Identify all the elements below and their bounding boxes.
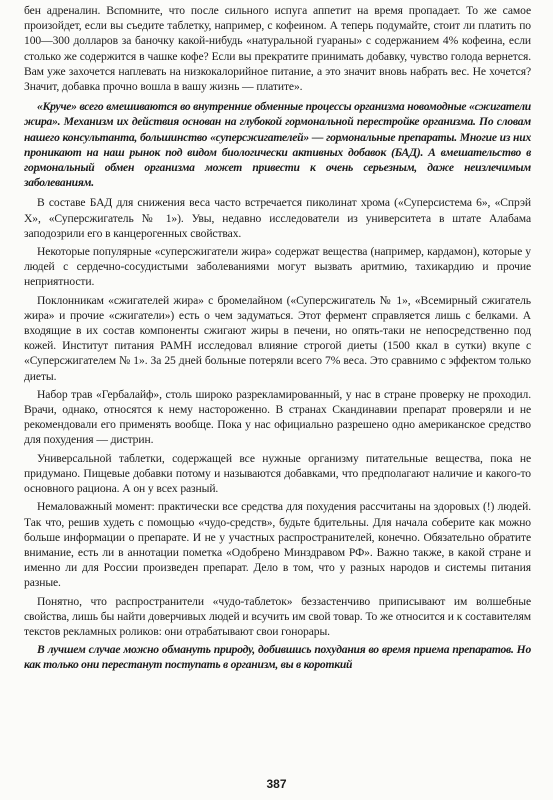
paragraph-chromium-picolinate: В составе БАД для снижения веса часто встречается пиколинат хрома («Суперсистема 6», «Спрэй Х», «Суперсжигатель № 1»). Увы, недавно исследователи из университета в штате Алабама заподозрили его в канцерогенных свойствах. xyxy=(24,196,531,240)
page-number: 387 xyxy=(266,777,287,791)
paragraph-distributors: Понятно, что распространители «чудо-таблеток» беззастенчиво приписывают им волшебные свойства, лишь бы найти доверчивых людей и всучить им свой товар. То же относится и к составителям текстов рекламных роликов: они отрабатывают свои гонорары. xyxy=(24,594,531,638)
paragraph-healthy-people: Немаловажный момент: практически все средства для похудения рассчитаны на здоровых (!) людей. Так что, решив худеть с помощью «чудо-средств», будьте бдительны. Для начала соберите как можно больше информации о препарате. И не у участных распространителей, конечно. Обязательно обратите внимание, есть ли в аннотации пометка «Одобрено Минздравом РФ». Важно также, в какой стране и именно ли для России произведен препарат. Дело в том, что у разных народов и системы питания разные. xyxy=(24,500,531,590)
paragraph-deceive-nature: В лучшем случае можно обмануть природу, добившись похудания во время приема препаратов. Но как только они перестанут поступать в организм, вы в короткий xyxy=(24,643,531,672)
paragraph-cardamom: Некоторые популярные «суперсжигатели жира» содержат вещества (например, кардамон), которые у людей с сердечно-сосудистыми заболеваниями могут вызвать аритмию, тахикардию и прочие неприятности. xyxy=(24,245,531,289)
paragraph-fat-burners-intro: «Круче» всего вмешиваются во внутренние обменные процессы организма новомодные «сжигатели жира». Механизм их действия основан на глубокой гормональной перестройке организма. По словам нашего консультанта, большинство «суперсжигателей» — гормональные препараты. Многие из них проникают на наш рынок под видом биологически активных добавок (БАД). А вмешательство в гормональный обмен организма может привести к очень серьезным, даже неизлечимым заболеваниям. xyxy=(24,100,531,190)
paragraph-universal-pill: Универсальной таблетки, содержащей все нужные организму питательные вещества, пока не придумано. Пищевые добавки потому и называются добавками, что предполагают наличие и какого-то основного рациона. А он у всех разный. xyxy=(24,451,531,496)
paragraph-bromelain: Поклонникам «сжигателей жира» с бромелайном («Суперсжигатель № 1», «Всемирный сжигатель жира» и прочие «сжигатели») есть о чем задуматься. Этот фермент справляется лишь с белками. А входящие в их состав компоненты сжигают жиры в печени, но опять-таки не непосредственно под кожей. Институт питания РАМН исследовал влияние строгой диеты (1500 ккал в сутки) вкупе с «Суперсжигателем № 1». За 25 дней больные потеряли всего 7% веса. Это сравнимо с эффектом только диеты. xyxy=(24,293,531,383)
paragraph-caffeine: бен адреналин. Вспомните, что после сильного испуга аппетит на время пропадает. То же самое произойдет, если вы съедите таблетку, например, с кофеином. А теперь подумайте, стоит ли платить по 100—300 долларов за баночку какой-нибудь «натуральной гуараны» с содержанием 4% кофеина, если столько же содержится в чашке кофе? Если вы прекратите принимать добавку, чувство голода вернется. Вам уже захочется наплевать на низкокалорийное питание, а это значит вновь набрать вес. Не хочется? Значит, добавка прочно вошла в вашу жизнь — платите». xyxy=(24,4,531,94)
paragraph-herbalife: Набор трав «Гербалайф», столь широко разрекламированный, у нас в стране проверку не проходил. Врачи, однако, относятся к нему настороженно. В странах Скандинавии препарат проверяли и не рекомендовали его применять вообще. Пока у нас официально разрешено одно американское средство для похудения — дистрин. xyxy=(24,387,531,447)
